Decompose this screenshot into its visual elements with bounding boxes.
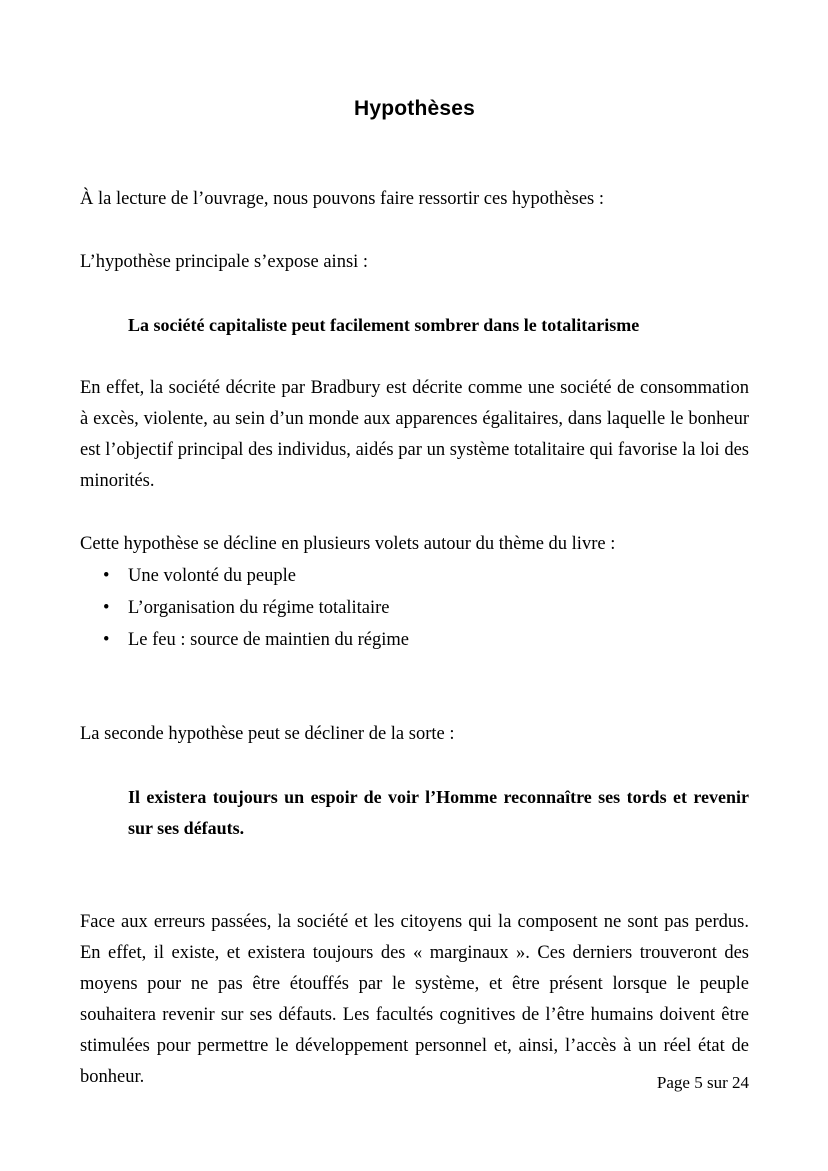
volets-lead: Cette hypothèse se décline en plusieurs volets autour du thème du livre : [80,534,616,555]
second-hypothesis-statement: Il existera toujours un espoir de voir l’Homme reconnaître ses tords et revenir sur ses défauts. [128,787,749,839]
page-footer [80,1070,749,1096]
list-item [80,624,749,656]
spacer [80,497,749,529]
spacer [80,688,749,719]
page-number-label: Page 5 sur 24 [656,1073,749,1092]
spacer [80,656,749,688]
main-hypothesis-lead: L’hypothèse principale s’expose ainsi : [80,252,369,273]
bullet-icon: • [103,630,110,651]
list-item-label: Le feu : source de maintien du régime [128,630,409,651]
volets-list [80,560,749,656]
intro-paragraph: À la lecture de l’ouvrage, nous pouvons faire ressortir ces hypothèses : [80,189,605,210]
spacer [80,750,749,782]
spacer [80,153,749,184]
document-body [80,0,749,1093]
main-hypothesis-body: En effet, la société décrite par Bradbury est décrite comme une société de consommation à excès, violente, au sein d’un monde aux apparences égalitaires, dans laquelle le bonheur est l’objectif principal des individus, aidés par un système totalitaire qui favorise la loi des minorités. [80,378,749,492]
spacer [80,876,749,907]
list-item-label: L’organisation du régime totalitaire [128,598,390,619]
page-title: Hypothèses [353,97,476,120]
spacer [80,844,749,876]
bullet-icon: • [103,566,110,587]
list-item [80,560,749,592]
spacer [80,341,749,373]
spacer [80,278,749,310]
spacer [80,215,749,247]
main-hypothesis-statement: La société capitaliste peut facilement sombrer dans le totalitarisme [128,315,640,336]
second-hypothesis-lead: La seconde hypothèse peut se décliner de la sorte : [80,724,455,745]
bullet-icon: • [103,598,110,619]
list-item-label: Une volonté du peuple [128,566,296,587]
spacer [80,121,749,153]
list-item [80,592,749,624]
second-hypothesis-body: Face aux erreurs passées, la société et les citoyens qui la composent ne sont pas perdus. En effet, il existe, et existera toujours des « marginaux ». Ces derniers trouveront des moyens pour ne pas être étouffés par le système, et être présent lorsque le peuple souhaitera revenir sur ses défauts. Les facultés cognitives de l’être humains doivent être stimulées pour permettre le développement personnel et, ainsi, l’accès à un réel état de bonheur. [80,912,749,1088]
